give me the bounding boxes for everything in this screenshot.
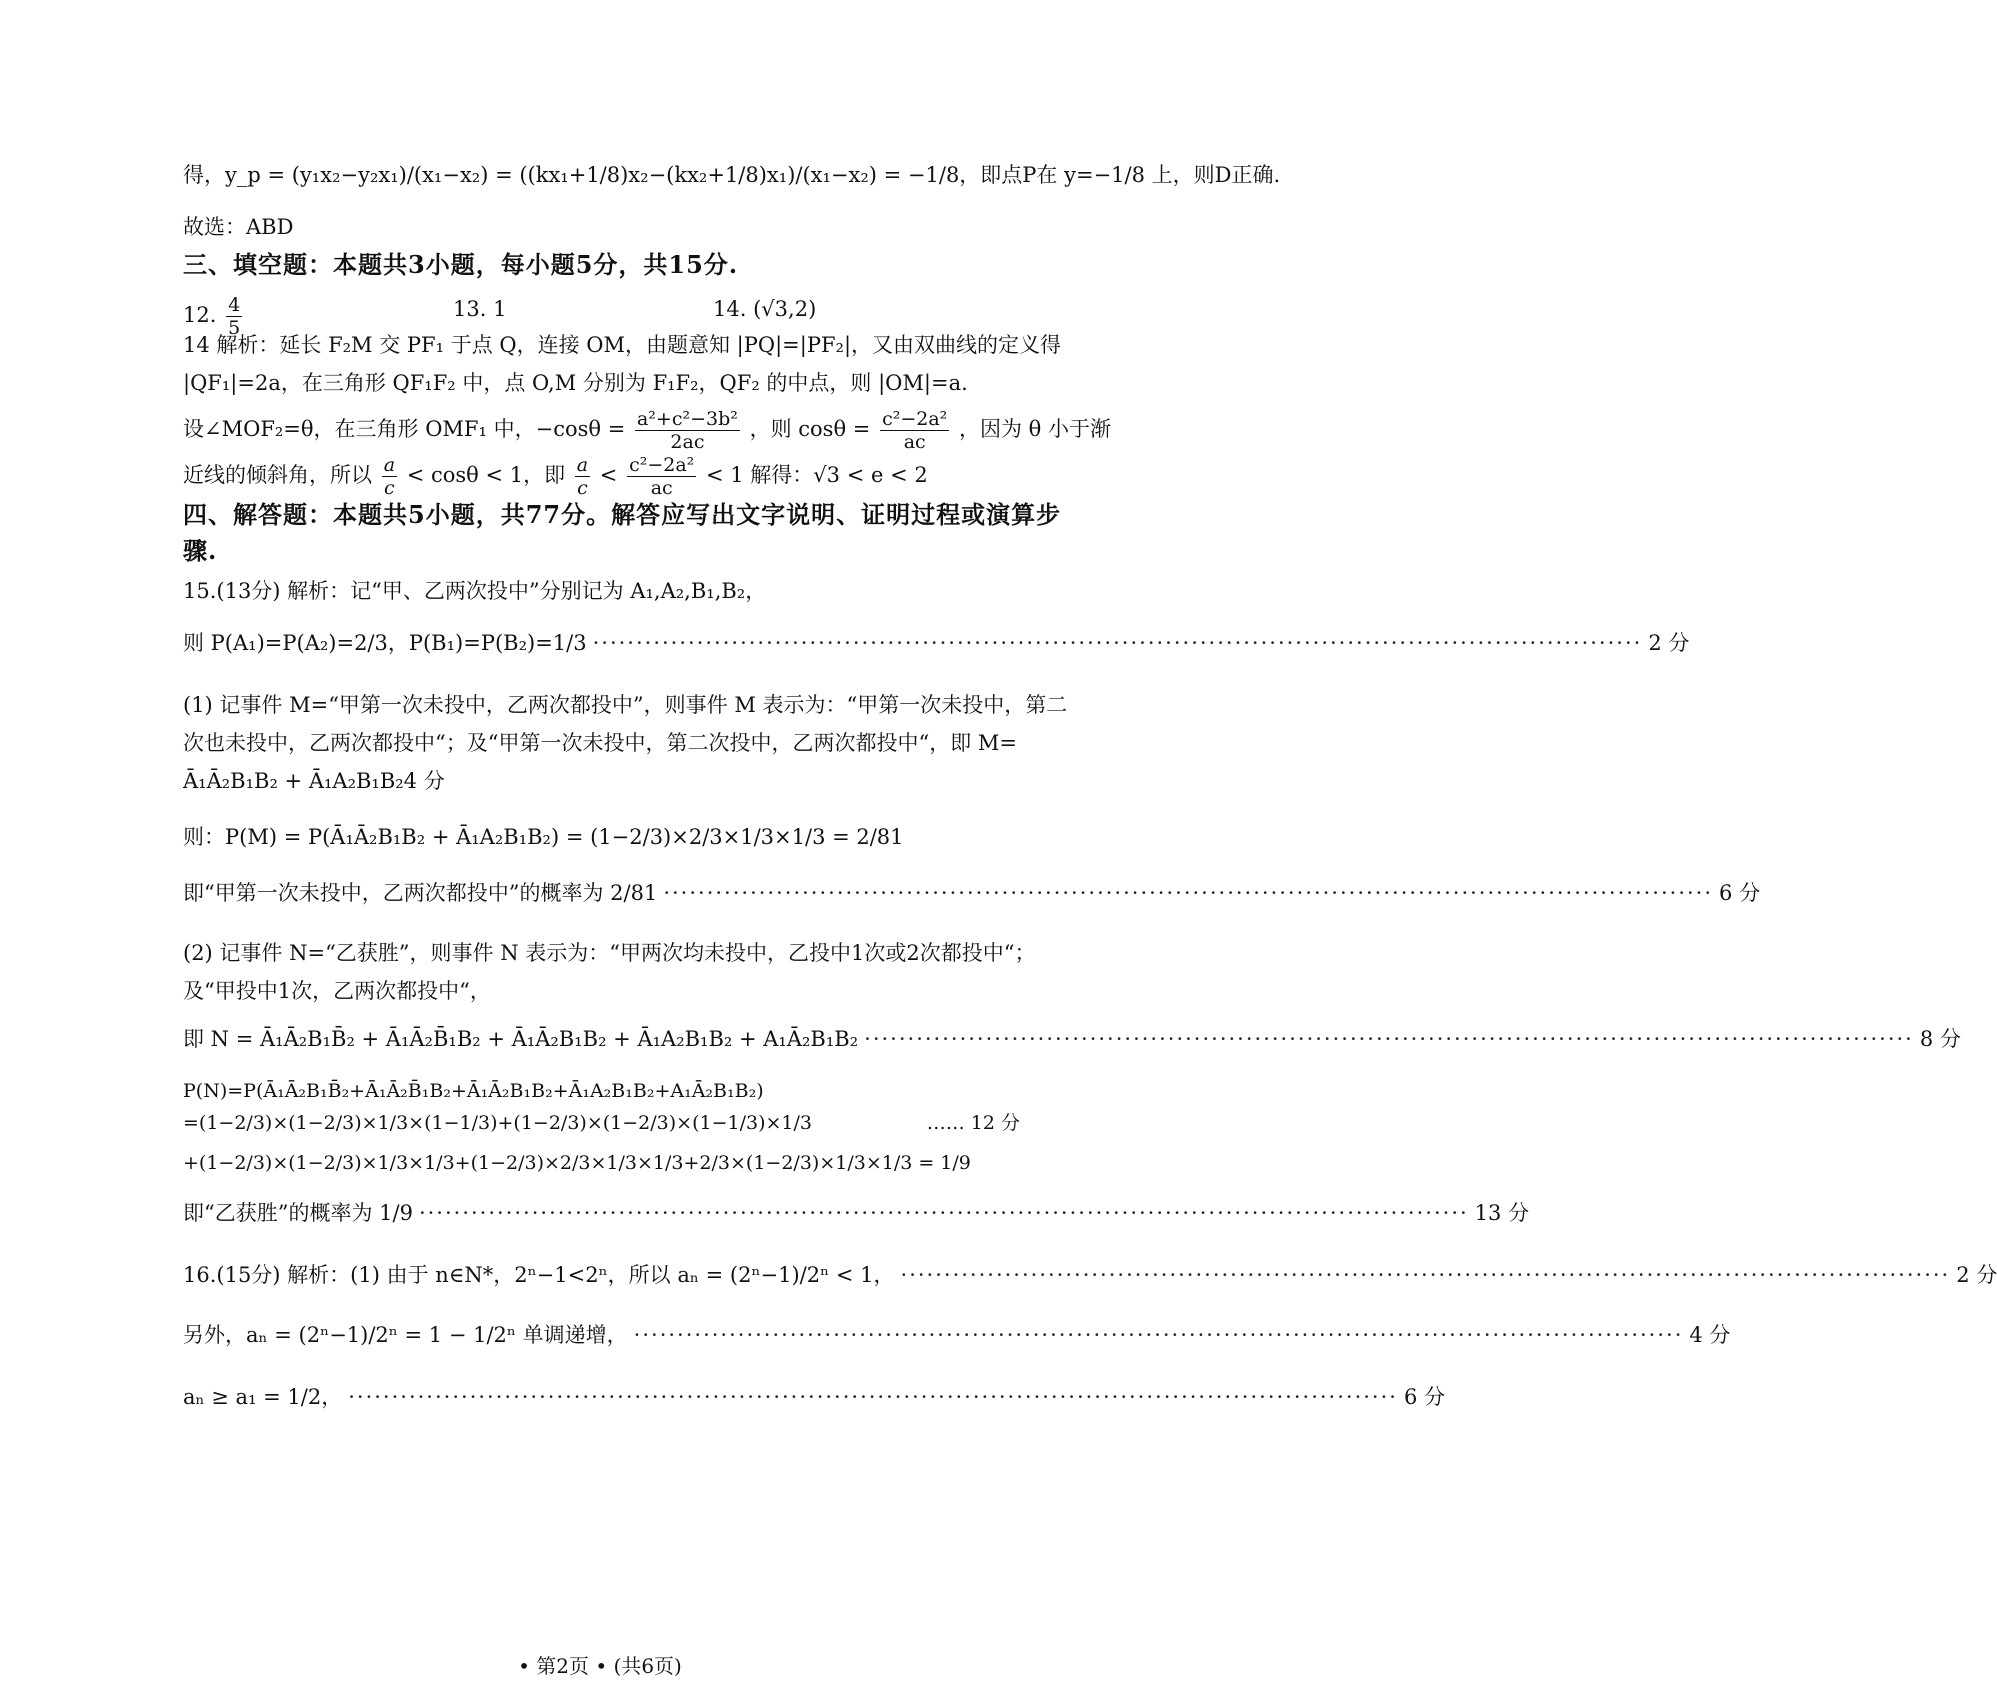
denominator: ac (650, 477, 673, 499)
leader-dots: ························································································································· (864, 1027, 1914, 1051)
text-span: 即 N = Ā₁Ā₂B₁B̄₂ + Ā₁Ā₂B̄₁B₂ + Ā₁Ā₂B₁B₂ + Ā₁A₂B₁B₂ + A₁Ā₂B₁B₂ (183, 1027, 859, 1051)
score-label: 6 分 (1403, 1385, 1445, 1409)
score-label: 6 分 (1719, 881, 1761, 905)
fraction: $\frac{a}{c}$ (576, 454, 589, 499)
text-line (183, 406, 1111, 453)
numerator: a²+c²−3b² (636, 408, 738, 430)
leader-dots: ························································································································· (663, 881, 1714, 905)
text-line: |QF₁|=2a，在三角形 QF₁F₂ 中，点 O,M 分别为 F₁F₂，QF₂ 的中点，则 |OM|=a. (183, 371, 968, 395)
answer-value: (√3,2) (753, 297, 817, 321)
scored-line (183, 1320, 1731, 1350)
answer-number: 12. (183, 303, 217, 327)
text-line: 14 解析：延长 F₂M 交 PF₁ 于点 Q，连接 OM，由题意知 |PQ|=|PF₂|，又由双曲线的定义得 (183, 333, 1062, 357)
text-span: 16.(15分) 解析：(1) 由于 n∈N*，2ⁿ−1<2ⁿ，所以 aₙ = (2ⁿ−1)/2ⁿ < 1， (183, 1263, 895, 1287)
text-line: 近线的倾斜角，所以 $\frac{a}{c}$ < cosθ < 1，即 $\frac{a}{c}$ < $\frac{\text{c²−2a²}}{ac}$ < 1 解得：√3 < e < 2 (183, 454, 928, 499)
text-span: 设∠MOF₂=θ，在三角形 OMF₁ 中，−cosθ = (183, 417, 626, 441)
denominator: 2ac (670, 431, 705, 453)
leader-dots: ························································································································· (900, 1263, 1951, 1287)
page-footer: • 第2页 • (共6页) (518, 1654, 682, 1678)
text-span: < 1 解得：√3 < e < 2 (705, 463, 928, 487)
text-line: (2) 记事件 N=“乙获胜”，则事件 N 表示为：“甲两次均未投中，乙投中1次或2次都投中“； (183, 941, 1036, 965)
text-line: 得，y_p = (y₁x₂−y₂x₁)/(x₁−x₂) = ((kx₁+1/8)x₂−(kx₂+1/8)x₁)/(x₁−x₂) = −1/8，即点P在 y=−1/8 上，则D正确. (183, 163, 1281, 187)
text-span: aₙ ≥ a₁ = 1/2， (183, 1385, 343, 1409)
text-line: 故选：ABD (183, 215, 294, 239)
section-heading: 四、解答题：本题共5小题，共77分。解答应写出文字说明、证明过程或演算步 (183, 500, 1062, 529)
leader-dots: ························································································································· (592, 631, 1643, 655)
fraction (635, 408, 740, 453)
text-span: 近线的倾斜角，所以 (183, 463, 372, 487)
numerator: c²−2a² (629, 454, 695, 476)
denominator: ac (903, 431, 926, 453)
numerator: 4 (228, 294, 241, 316)
text-span: ，因为 θ 小于渐 (958, 417, 1111, 441)
text-span: 即“乙获胜”的概率为 1/9 (183, 1201, 413, 1225)
fraction (880, 408, 949, 453)
score-label: 13 分 (1474, 1201, 1530, 1225)
text-span: 则 P(A₁)=P(A₂)=2/3，P(B₁)=P(B₂)=1/3 (183, 631, 587, 655)
text-line: 及“甲投中1次，乙两次都投中“， (183, 979, 491, 1003)
text-line: P(N)=P(Ā₁Ā₂B₁B̄₂+Ā₁Ā₂B̄₁B₂+Ā₁Ā₂B₁B₂+Ā₁A₂B₁B₂+A₁Ā₂B₁B₂) (183, 1080, 764, 1102)
text-line: 15.(13分) 解析：记“甲、乙两次投中”分别记为 A₁,A₂,B₁,B₂， (183, 579, 767, 603)
scored-line (183, 878, 1761, 908)
section-heading: 骤. (183, 536, 218, 565)
text-span: ，则 cosθ = (749, 417, 871, 441)
scored-line (183, 1108, 1020, 1138)
scored-line (183, 1024, 1961, 1054)
fraction (627, 454, 696, 499)
scored-line (183, 1198, 1530, 1228)
fraction: $\frac{a}{c}$ (383, 454, 396, 499)
score-label: 8 分 (1919, 1027, 1961, 1051)
text-span: 另外，aₙ = (2ⁿ−1)/2ⁿ = 1 − 1/2ⁿ 单调递增， (183, 1323, 628, 1347)
scored-line (183, 628, 1690, 658)
score-label: 2 分 (1956, 1263, 1997, 1287)
scored-line (183, 1382, 1445, 1412)
answer-row (183, 286, 1020, 339)
text-span: =(1−2/3)×(1−2/3)×1/3×(1−1/3)+(1−2/3)×(1−2/3)×(1−1/3)×1/3 (183, 1112, 812, 1134)
text-span: 即“甲第一次未投中，乙两次都投中”的概率为 2/81 (183, 881, 658, 905)
text-line: Ā₁Ā₂B₁B₂ + Ā₁A₂B₁B₂4 分 (183, 769, 445, 793)
denominator: 5 (228, 317, 241, 339)
score-label: 2 分 (1648, 631, 1690, 655)
text-line: 次也未投中，乙两次都投中“；及“甲第一次未投中，第二次投中，乙两次都投中“，即 M= (183, 731, 1017, 755)
leader-dots: ························································································································· (418, 1201, 1469, 1225)
text-line: 则：P(M) = P(Ā₁Ā₂B₁B₂ + Ā₁A₂B₁B₂) = (1−2/3)×2/3×1/3×1/3 = 2/81 (183, 825, 904, 849)
text-span: < cosθ < 1，即 (406, 463, 566, 487)
text-line: (1) 记事件 M=“甲第一次未投中，乙两次都投中”，则事件 M 表示为：“甲第一次未投中，第二 (183, 693, 1068, 717)
answer-value: 1 (493, 297, 507, 321)
scored-line (183, 1260, 1997, 1290)
numerator: c²−2a² (882, 408, 948, 430)
leader-dots: ························································································································· (348, 1385, 1398, 1409)
section-heading: 三、填空题：本题共3小题，每小题5分，共15分. (183, 250, 739, 279)
text-line: +(1−2/3)×(1−2/3)×1/3×1/3+(1−2/3)×2/3×1/3×1/3+2/3×(1−2/3)×1/3×1/3 = 1/9 (183, 1152, 971, 1174)
answer-number: 14. (713, 297, 747, 321)
leader-dots: ························································································································· (633, 1323, 1684, 1347)
answer-number: 13. (453, 297, 487, 321)
score-label: 4 分 (1689, 1323, 1731, 1347)
score-label: …… 12 分 (926, 1112, 1020, 1134)
